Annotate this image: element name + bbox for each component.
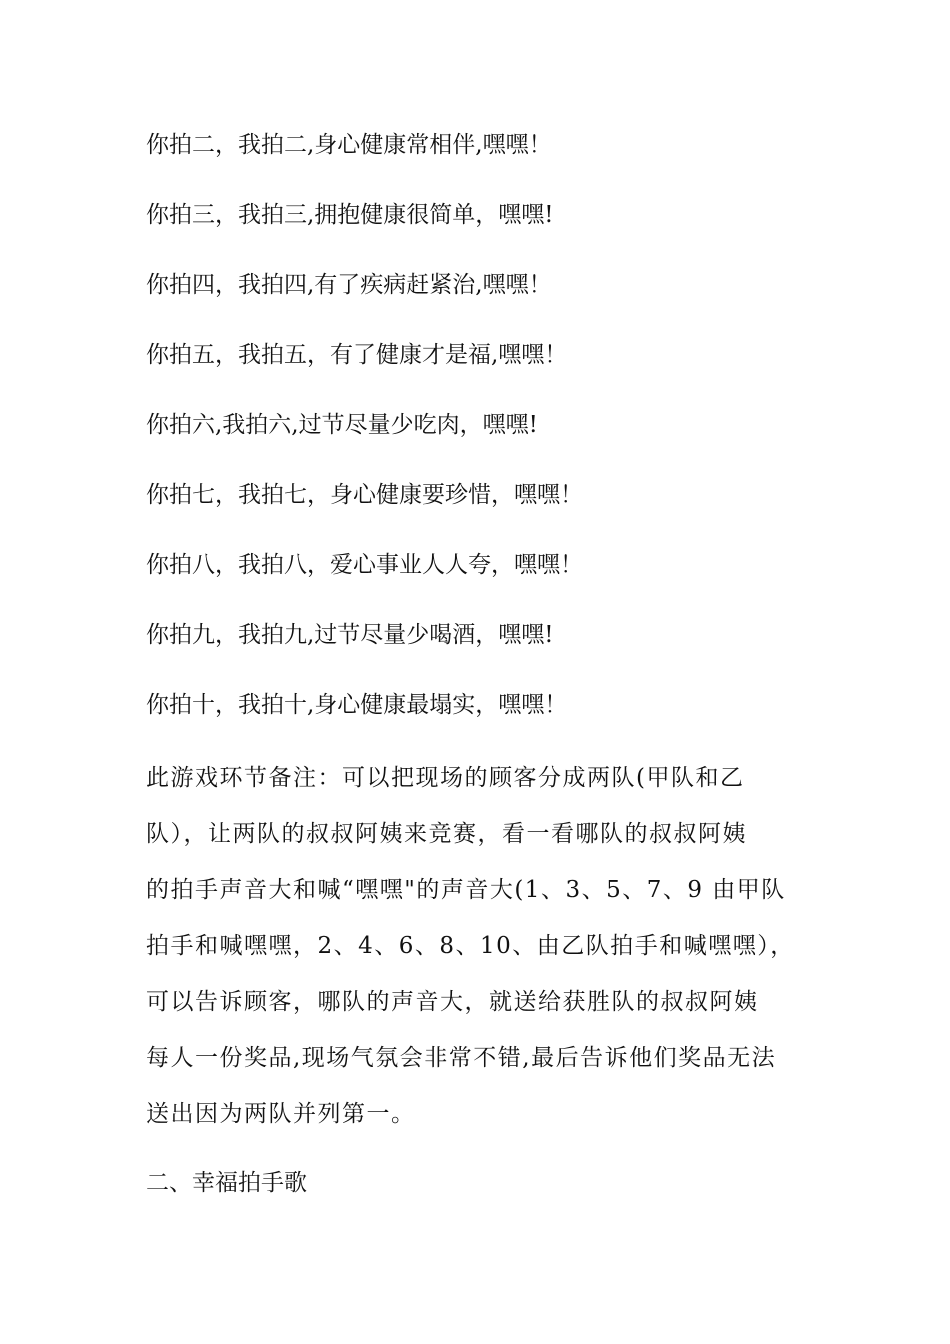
- note-line: 此游戏环节备注：可以把现场的顾客分成两队(甲队和乙: [146, 765, 745, 791]
- verse-line: 你拍九，我拍九,过节尽量少喝酒，嘿嘿!: [146, 622, 554, 648]
- section-heading: 二、幸福拍手歌: [146, 1170, 307, 1196]
- verse-line: 你拍七，我拍七，身心健康要珍惜，嘿嘿！: [146, 482, 583, 508]
- verse-line: 你拍五，我拍五，有了健康才是福,嘿嘿！: [146, 342, 568, 368]
- verse-line: 你拍十，我拍十,身心健康最塌实，嘿嘿！: [146, 692, 568, 718]
- note-line: 队），让两队的叔叔阿姨来竞赛，看一看哪队的叔叔阿姨: [146, 821, 747, 847]
- verse-line: 你拍二，我拍二,身心健康常相伴,嘿嘿！: [146, 132, 552, 158]
- note-line: 的拍手声音大和喊“嘿嘿"的声音大(1、3、5、7、9 由甲队: [146, 877, 786, 903]
- game-note-paragraph: [146, 750, 826, 1142]
- verse-line: 你拍三，我拍三,拥抱健康很简单，嘿嘿!: [146, 202, 554, 228]
- verse-line: 你拍四，我拍四,有了疾病赶紧治,嘿嘿！: [146, 272, 552, 298]
- note-line: 送出因为两队并列第一。: [146, 1101, 416, 1127]
- note-line: 可以告诉顾客，哪队的声音大，就送给获胜队的叔叔阿姨: [146, 989, 759, 1015]
- note-line: 每人一份奖品,现场气氛会非常不错,最后告诉他们奖品无法: [146, 1045, 777, 1071]
- document-body: [146, 128, 826, 1200]
- note-line: 拍手和喊嘿嘿，2、4、6、8、10、由乙队拍手和喊嘿嘿），: [146, 933, 795, 959]
- verse-line: 你拍八，我拍八，爱心事业人人夸，嘿嘿！: [146, 552, 583, 578]
- verse-line: 你拍六,我拍六,过节尽量少吃肉，嘿嘿!: [146, 412, 538, 438]
